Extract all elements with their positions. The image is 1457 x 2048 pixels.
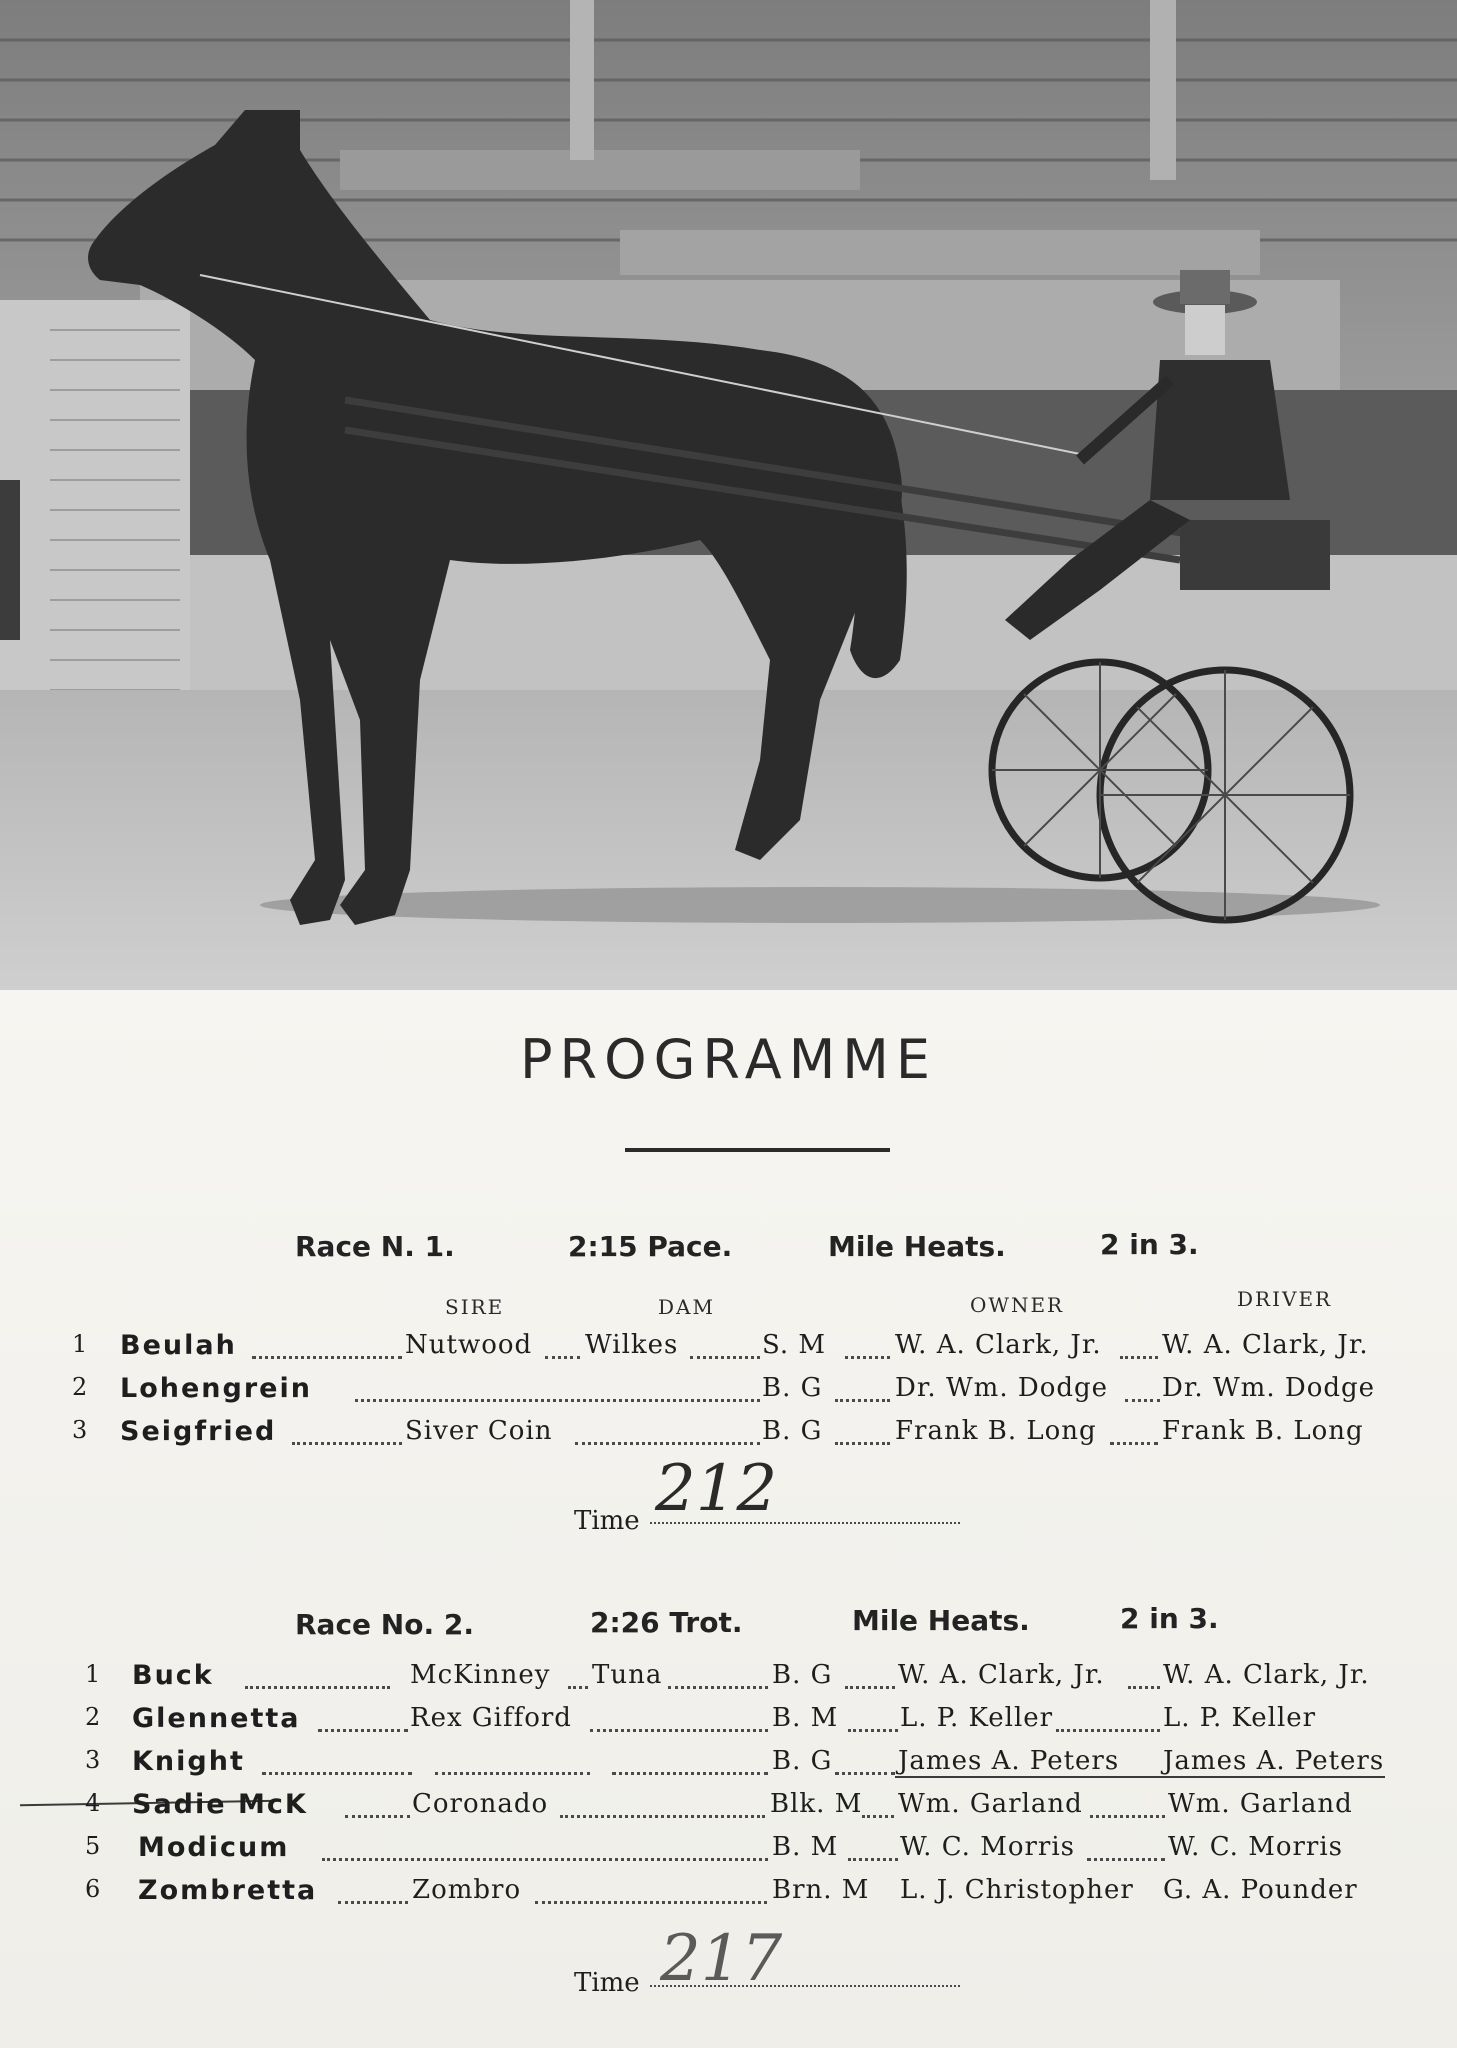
column-header-dam: DAM xyxy=(658,1295,715,1319)
race-2-time-label: Time xyxy=(574,1968,640,1998)
race-1-time-handwritten: 212 xyxy=(655,1452,778,1526)
race-1-entry-3 xyxy=(0,1416,1457,1456)
race-1-format: 2 in 3. xyxy=(1100,1228,1199,1261)
sire-name: Rex Gifford xyxy=(410,1703,572,1733)
color-sex: S. M xyxy=(762,1330,827,1360)
programme-sheet xyxy=(0,990,1457,2048)
sire-name: Nutwood xyxy=(405,1330,533,1360)
horse-name: Zombretta xyxy=(138,1875,318,1906)
race-1-entry-1 xyxy=(0,1330,1457,1370)
race-2-label: Race No. 2. xyxy=(295,1608,474,1641)
owner-name: Dr. Wm. Dodge xyxy=(895,1373,1109,1403)
title-divider xyxy=(625,1148,890,1152)
entry-number: 2 xyxy=(85,1703,102,1731)
race-2-format: 2 in 3. xyxy=(1120,1602,1219,1635)
race-1-heats: Mile Heats. xyxy=(828,1230,1006,1263)
horse-name: Glennetta xyxy=(132,1703,301,1734)
driver-name: L. P. Keller xyxy=(1163,1703,1317,1733)
owner-name: W. C. Morris xyxy=(900,1832,1075,1862)
race-2-class: 2:26 Trot. xyxy=(590,1606,743,1639)
owner-name: Frank B. Long xyxy=(895,1416,1097,1446)
race-1-time-label: Time xyxy=(574,1506,640,1536)
race-2-heats: Mile Heats. xyxy=(852,1604,1030,1637)
driver-name: Frank B. Long xyxy=(1162,1416,1364,1446)
color-sex: B. G xyxy=(772,1660,833,1690)
driver-name: Dr. Wm. Dodge xyxy=(1162,1373,1376,1403)
sire-name: Zombro xyxy=(412,1875,522,1905)
driver-name: G. A. Pounder xyxy=(1163,1875,1358,1905)
owner-name: L. P. Keller xyxy=(900,1703,1054,1733)
pen-underline-peters xyxy=(895,1776,1385,1778)
race-1-label: Race N. 1. xyxy=(295,1230,455,1263)
color-sex: Brn. M xyxy=(772,1875,870,1905)
driver-name: W. C. Morris xyxy=(1168,1832,1343,1862)
color-sex: Blk. M xyxy=(770,1789,863,1819)
programme-title: PROGRAMME xyxy=(519,1028,937,1091)
race-2-entry-2 xyxy=(0,1703,1457,1743)
dam-name: Wilkes xyxy=(585,1330,679,1360)
driver-name: W. A. Clark, Jr. xyxy=(1162,1330,1369,1360)
owner-name: Wm. Garland xyxy=(898,1789,1083,1819)
entry-number: 4 xyxy=(85,1789,102,1817)
sire-name: Siver Coin xyxy=(405,1416,553,1446)
race-2-entry-1 xyxy=(0,1660,1457,1700)
race-1-class: 2:15 Pace. xyxy=(568,1230,733,1263)
color-sex: B. M xyxy=(772,1832,839,1862)
owner-name: W. A. Clark, Jr. xyxy=(898,1660,1105,1690)
entry-number: 1 xyxy=(85,1660,102,1688)
color-sex: B. M xyxy=(772,1703,839,1733)
race-2-entry-4 xyxy=(0,1789,1457,1829)
horse-name: Beulah xyxy=(120,1330,237,1361)
race-1-entry-2 xyxy=(0,1373,1457,1413)
column-header-sire: SIRE xyxy=(445,1295,505,1319)
horse-name: Knight xyxy=(132,1746,245,1777)
column-header-owner: OWNER xyxy=(970,1293,1065,1317)
sire-name: McKinney xyxy=(410,1660,551,1690)
race-2-time-handwritten: 217 xyxy=(660,1922,783,1996)
color-sex: B. G xyxy=(772,1746,833,1776)
race-2-entry-3 xyxy=(0,1746,1457,1786)
horse-name: Buck xyxy=(132,1660,214,1691)
race-2-entry-6 xyxy=(0,1875,1457,1915)
column-header-driver: DRIVER xyxy=(1237,1287,1333,1311)
entry-number: 6 xyxy=(85,1875,102,1903)
photo-illustration xyxy=(0,0,1457,990)
color-sex: B. G xyxy=(762,1416,823,1446)
dam-name: Tuna xyxy=(592,1660,663,1690)
horse-name: Lohengrein xyxy=(120,1373,312,1404)
sire-name: Coronado xyxy=(412,1789,549,1819)
color-sex: B. G xyxy=(762,1373,823,1403)
race-2-entry-5 xyxy=(0,1832,1457,1872)
entry-number: 2 xyxy=(72,1373,89,1401)
entry-number: 3 xyxy=(72,1416,89,1444)
photograph-horse-and-sulky xyxy=(0,0,1457,990)
horse-name: Seigfried xyxy=(120,1416,277,1447)
owner-name: W. A. Clark, Jr. xyxy=(895,1330,1102,1360)
entry-number: 5 xyxy=(85,1832,102,1860)
entry-number: 1 xyxy=(72,1330,89,1358)
owner-name: L. J. Christopher xyxy=(900,1875,1134,1905)
driver-name: W. A. Clark, Jr. xyxy=(1163,1660,1370,1690)
entry-number: 3 xyxy=(85,1746,102,1774)
owner-name: James A. Peters xyxy=(898,1746,1120,1776)
driver-name: James A. Peters xyxy=(1163,1746,1385,1776)
dirt-track xyxy=(0,690,1457,990)
driver-name: Wm. Garland xyxy=(1168,1789,1353,1819)
horse-name: Modicum xyxy=(138,1832,290,1863)
horse-name: Sadie McK xyxy=(132,1789,308,1820)
